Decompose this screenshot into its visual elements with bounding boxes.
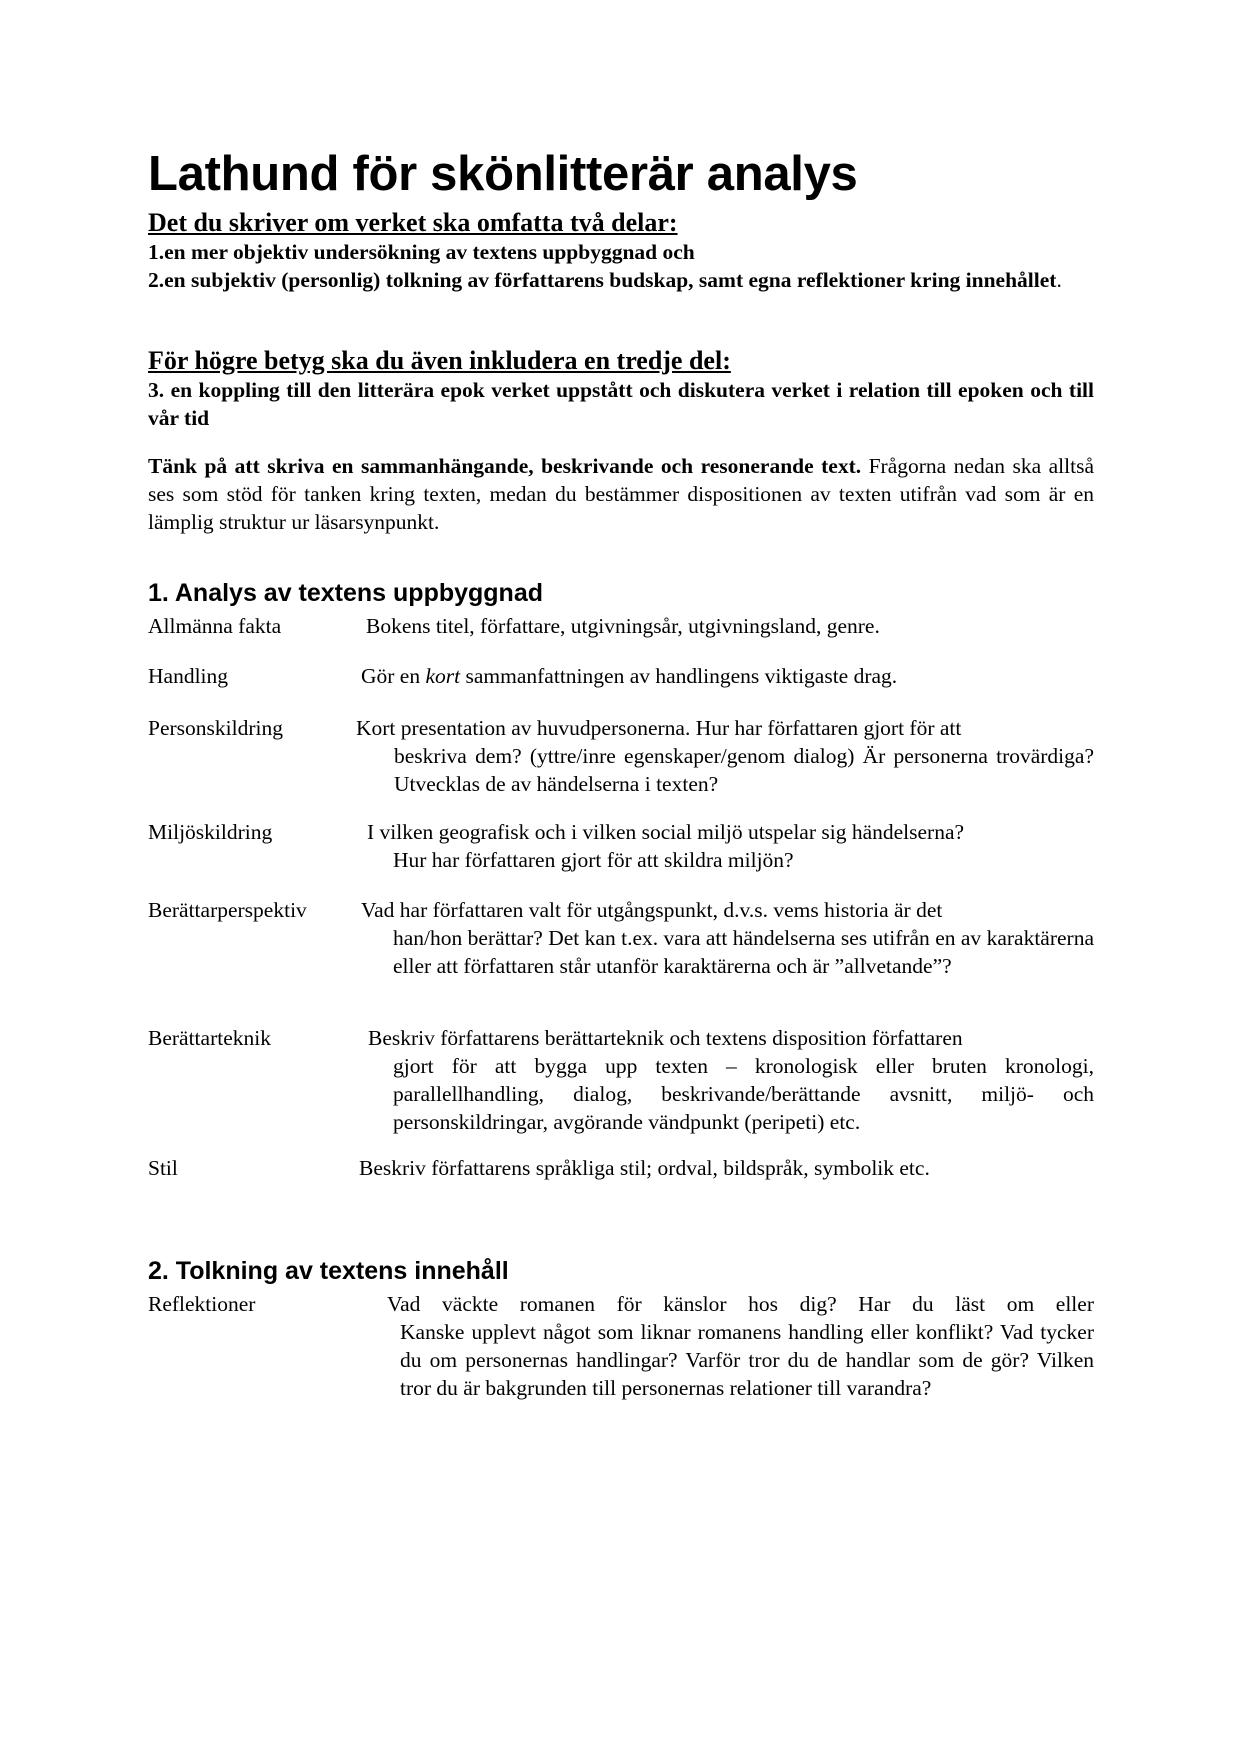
row-description-rest: han/hon berättar? Det kan t.ex. vara att händelserna ses utifrån en av karaktärerna eller att författaren står utanför karaktärerna och är ”allvetande”?: [393, 926, 1094, 978]
row-description: [366, 612, 1094, 640]
section-2-heading: 2. Tolkning av textens innehåll: [148, 1257, 509, 1285]
row-description-text: Beskriv författarens språkliga stil; ordval, bildspråk, symbolik etc.: [359, 1156, 930, 1180]
intro-line-2: [148, 266, 1094, 294]
row-description-rest: beskriva dem? (yttre/inre egenskaper/genom dialog) Är personerna trovärdiga? Utvecklas de av händelserna i texten?: [394, 744, 1094, 796]
row-term: Miljöskildring: [148, 820, 273, 844]
intro-line-2-end: .: [1056, 268, 1062, 292]
row-description: [368, 1024, 1094, 1136]
row-description-first: Kort presentation av huvudpersonerna. Hur har författaren gjort för att: [356, 716, 962, 740]
section-1-heading: 1. Analys av textens uppbyggnad: [148, 579, 544, 607]
higher-grade-line-3: 3. en koppling till den litterära epok verket uppstått och diskutera verket i relation till epoken och till vår tid: [148, 378, 1094, 430]
row-description-rest: Hur har författaren gjort för att skildra miljön?: [393, 848, 794, 872]
row-term: Handling: [148, 664, 229, 688]
higher-grade-heading: För högre betyg ska du även inkludera en tredje del:: [148, 346, 731, 375]
row-description-post: sammanfattningen av handlingens viktigaste drag.: [460, 664, 898, 688]
row-term: Berättarperspektiv: [148, 898, 307, 922]
page-title: Lathund för skönlitterär analys: [148, 147, 858, 201]
row-description-first: Beskriv författarens berättarteknik och textens disposition författaren: [368, 1026, 963, 1050]
higher-grade-section: [148, 346, 1094, 432]
row-term: Stil: [148, 1156, 178, 1180]
row-description: [361, 662, 1094, 690]
row-term: Allmänna fakta: [148, 614, 282, 638]
row-description-first: Vad väckte romanen för känslor hos dig? Har du läst om eller: [387, 1292, 1094, 1316]
note-paragraph: [148, 452, 1094, 536]
row-term: Berättarteknik: [148, 1026, 271, 1050]
intro-heading: Det du skriver om verket ska omfatta två delar:: [148, 208, 678, 237]
row-description: [387, 1290, 1094, 1402]
row-description-text: Bokens titel, författare, utgivningsår, utgivningsland, genre.: [366, 614, 880, 638]
note-text: Frågorna nedan ska alltså ses som stöd för tanken kring texten, medan du bestämmer dispositionen av texten utifrån vad som är en lämplig struktur ur läsarsynpunkt.: [148, 454, 1094, 534]
row-description-pre: Gör en: [361, 664, 426, 688]
note-bold-text: Tänk på att skriva en sammanhängande, beskrivande och resonerande text.: [148, 454, 862, 478]
row-term: Reflektioner: [148, 1292, 256, 1316]
row-description: [361, 896, 1094, 980]
row-term: Personskildring: [148, 716, 283, 740]
row-description: [367, 818, 1094, 874]
row-description-first: I vilken geografisk och i vilken social miljö utspelar sig händelserna?: [367, 820, 965, 844]
row-description-rest: gjort för att bygga upp texten – kronologisk eller bruten kronologi, parallellhandling, dialog, beskrivande/berättande avsnitt, miljö- och personskildringar, avgörande vändpunkt (peripeti) etc.: [393, 1054, 1094, 1134]
intro-line-1: 1.en mer objektiv undersökning av textens uppbyggnad och: [148, 240, 695, 264]
row-description: [359, 1154, 1094, 1182]
row-description-first: Vad har författaren valt för utgångspunkt, d.v.s. vems historia är det: [361, 898, 943, 922]
row-description: [356, 714, 1094, 798]
intro-line-2-text: 2.en subjektiv (personlig) tolkning av författarens budskap, samt egna reflektioner kring innehållet: [148, 268, 1057, 292]
row-description-emphasis: kort: [425, 664, 461, 688]
row-description-rest: Kanske upplevt något som liknar romanens handling eller konflikt? Vad tycker du om personernas handlingar? Varför tror du de handlar som de gör? Vilken tror du är bakgrunden till personernas relationer till varandra?: [400, 1320, 1094, 1400]
row-description-text: [361, 662, 1094, 690]
intro-section: [148, 208, 1094, 294]
